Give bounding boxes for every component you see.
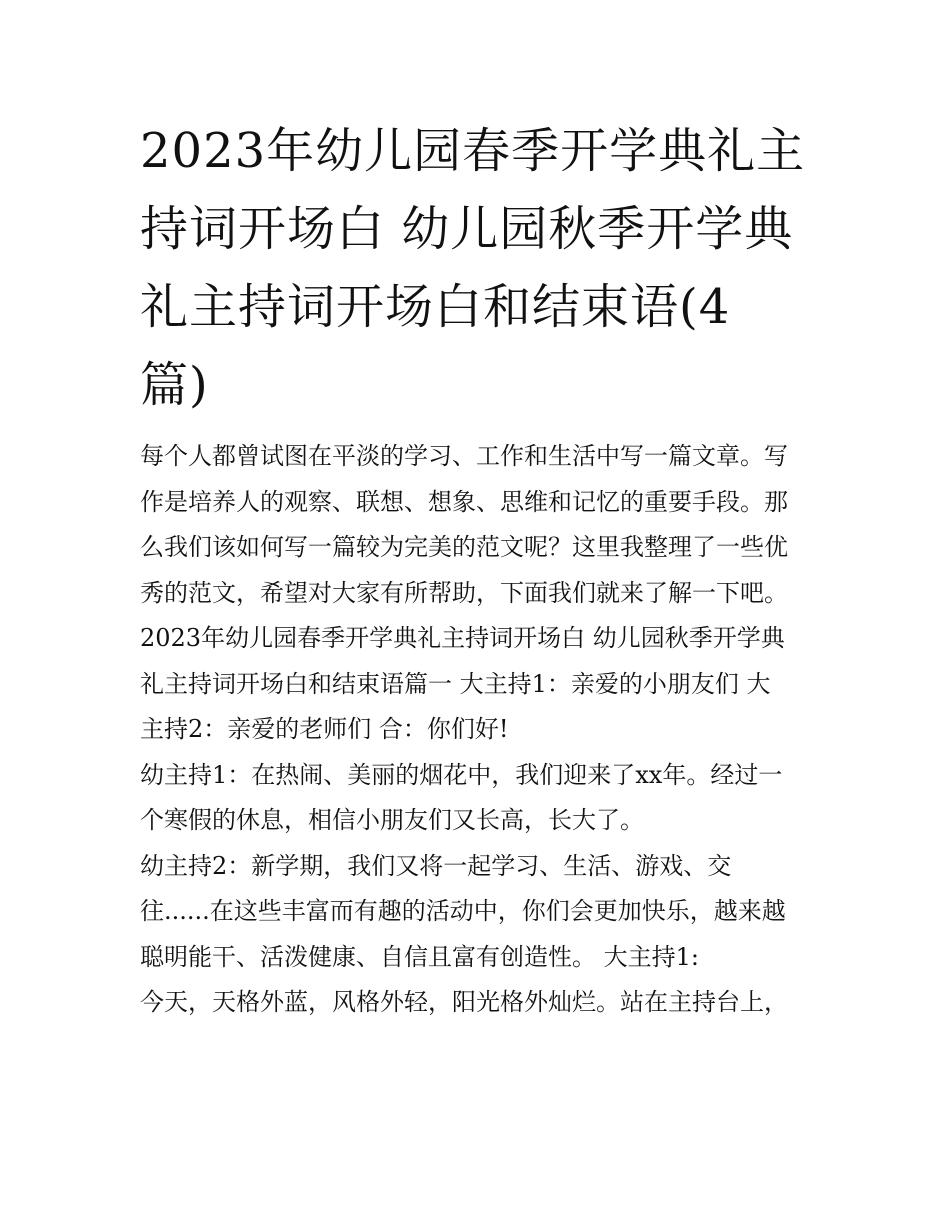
body-line: 每个人都曾试图在平淡的学习、工作和生活中写一篇文章。写: [140, 442, 788, 470]
body-line: 幼主持1：在热闹、美丽的烟花中，我们迎来了xx年。经过一: [140, 760, 783, 789]
document-title: [140, 112, 820, 424]
body-line: 礼主持词开场白和结束语篇一 大主持1：亲爱的小朋友们 大: [140, 669, 771, 698]
body-line: 个寒假的休息，相信小朋友们又长高，长大了。: [140, 806, 644, 834]
body-line: 作是培养人的观察、联想、想象、思维和记忆的重要手段。那: [140, 487, 788, 516]
body-line: 幼主持2：新学期，我们又将一起学习、生活、游戏、交: [140, 851, 732, 880]
title-line: 2023年幼儿园春季开学典礼主: [140, 123, 806, 179]
document-body: [140, 434, 830, 1026]
body-line: 今天，天格外蓝，风格外轻，阳光格外灿烂。站在主持台上，: [140, 988, 788, 1016]
body-line: 聪明能干、活泼健康、自信且富有创造性。 大主持1:: [140, 942, 699, 971]
body-line: 2023年幼儿园春季开学典礼主持词开场白 幼儿园秋季开学典: [140, 624, 785, 652]
title-line: 持词开场白 幼儿园秋季开学典: [140, 201, 794, 257]
body-line: 么我们该如何写一篇较为完美的范文呢？这里我整理了一些优: [140, 533, 788, 561]
body-line: 往......在这些丰富而有趣的活动中，你们会更加快乐，越来越: [140, 897, 786, 925]
body-line: 主持2：亲爱的老师们 合：你们好!: [140, 715, 509, 743]
body-line: 秀的范文，希望对大家有所帮助，下面我们就来了解一下吧。: [140, 578, 788, 607]
title-line: 篇): [140, 357, 209, 413]
title-line: 礼主持词开场白和结束语(4: [140, 279, 731, 335]
